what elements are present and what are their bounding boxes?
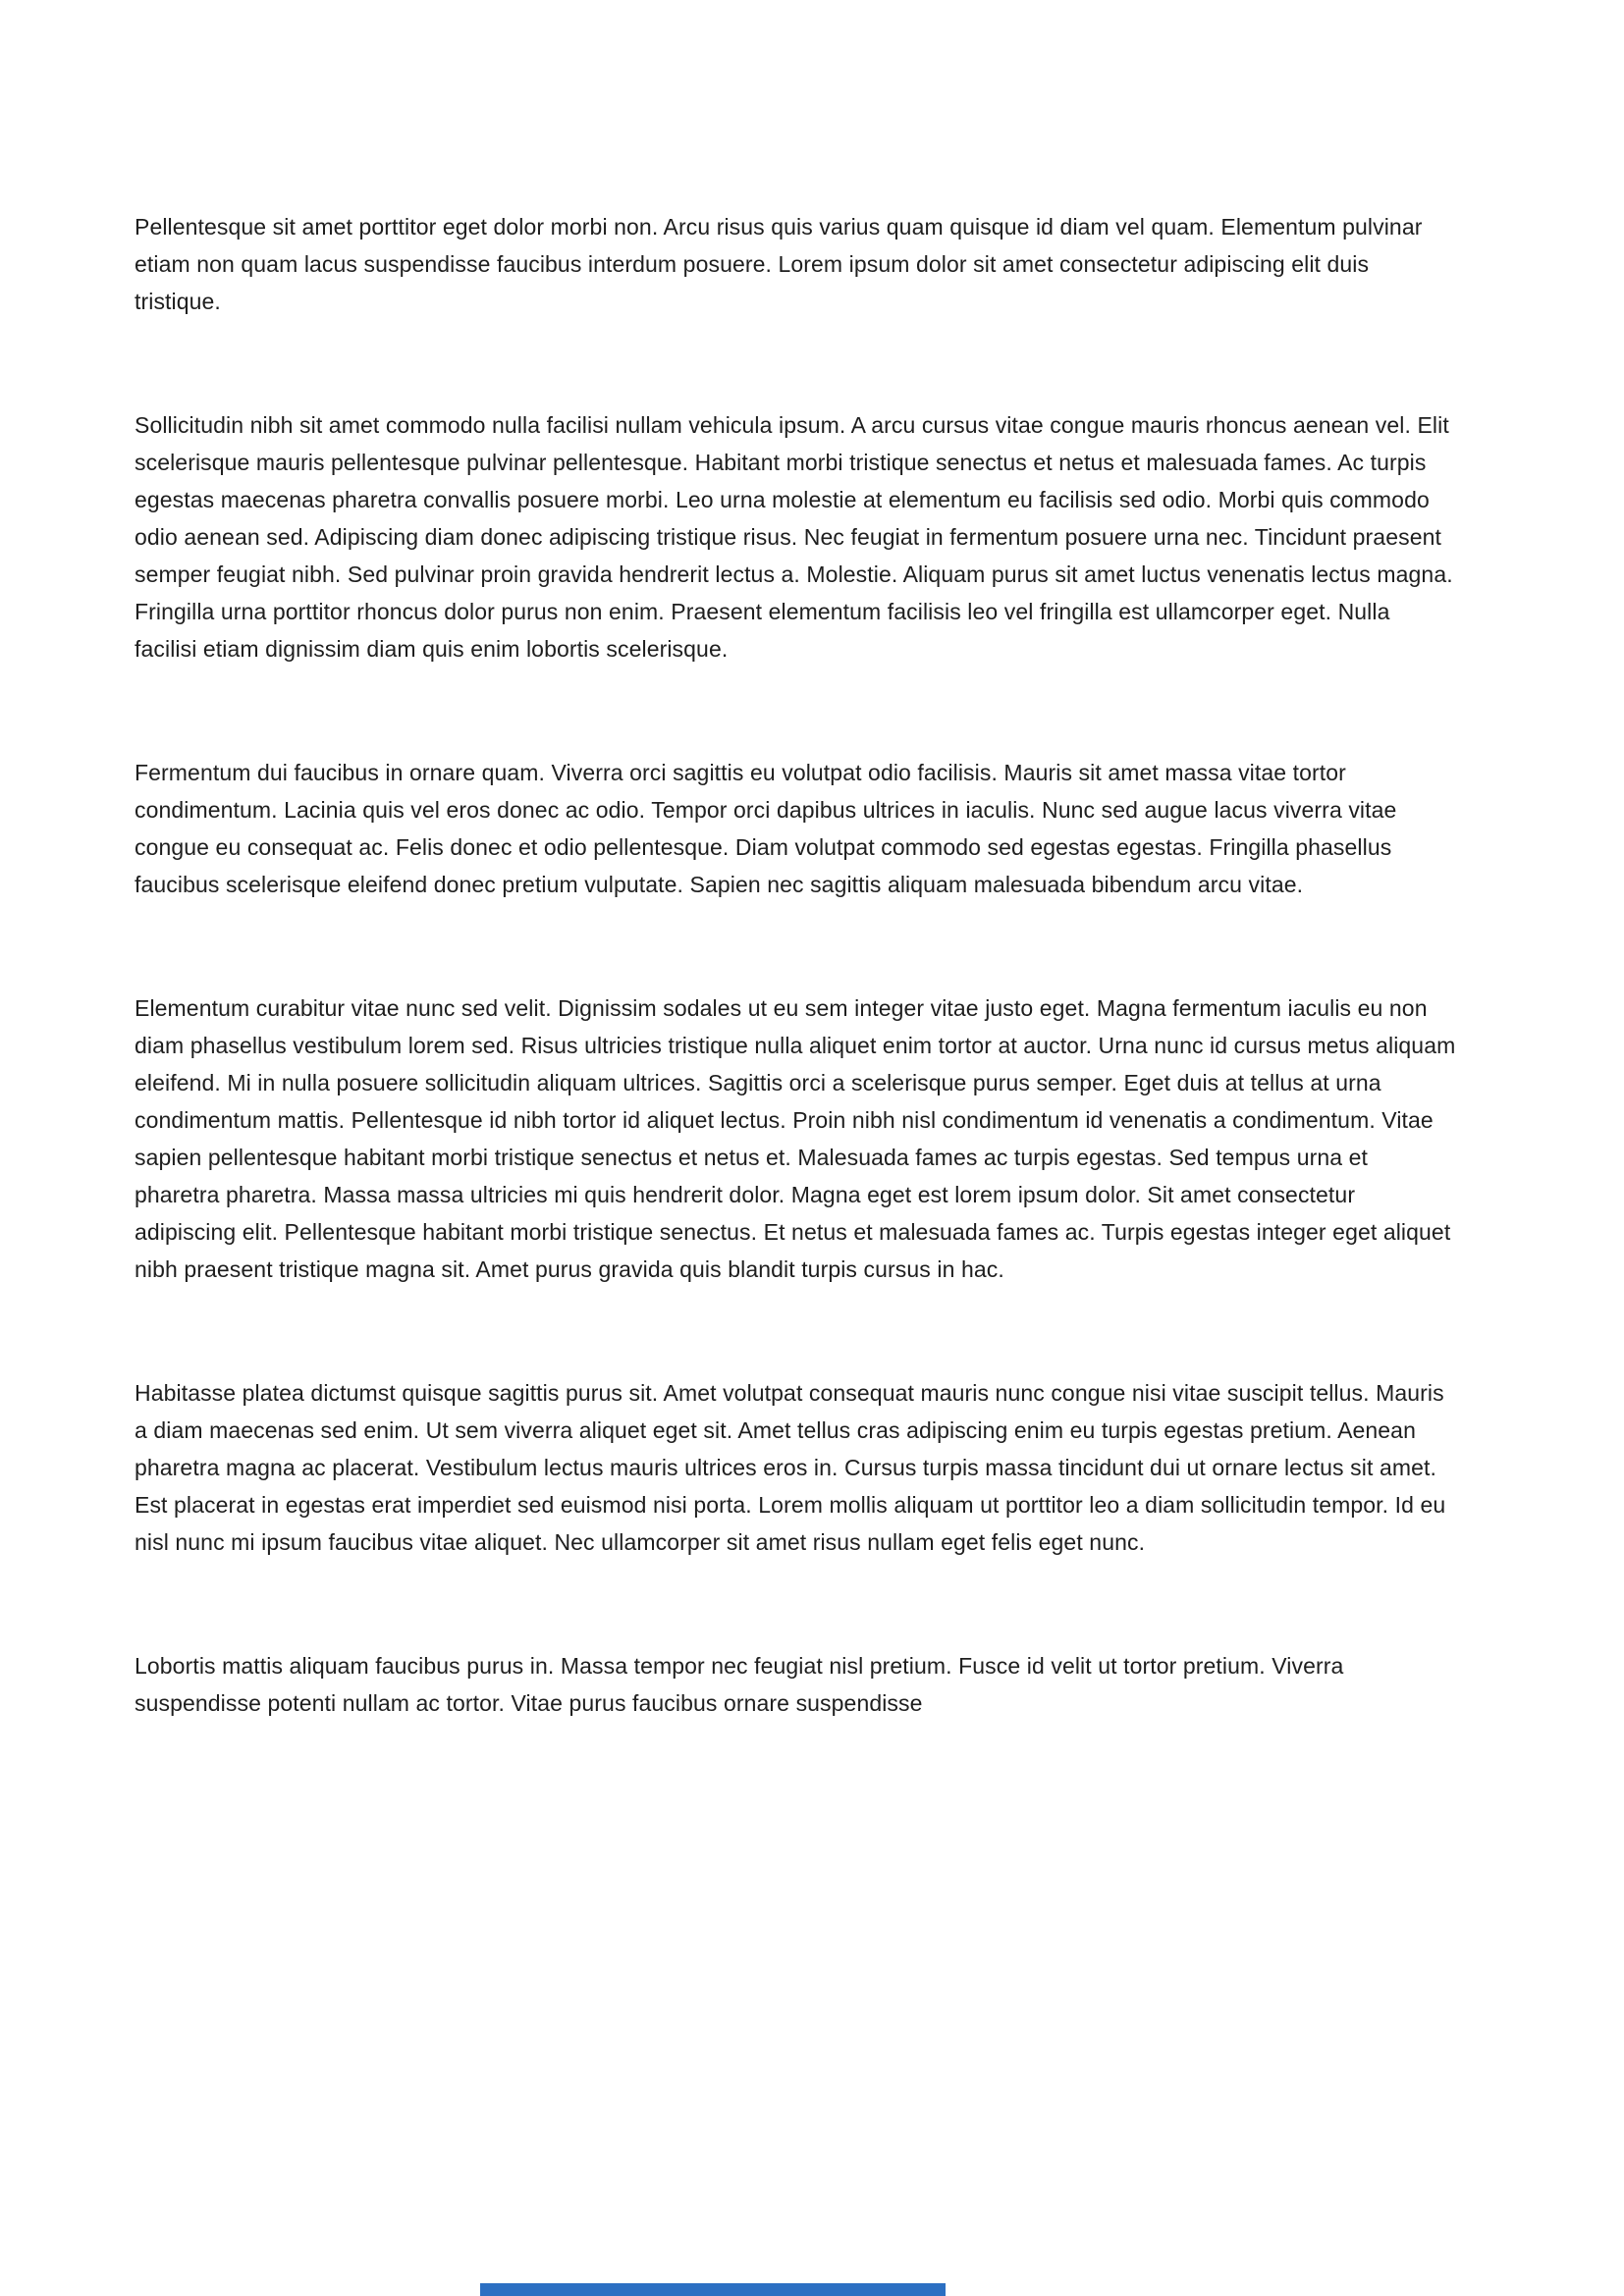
text-paragraph: Lobortis mattis aliquam faucibus purus in. Massa tempor nec feugiat nisl pretium. Fusce id velit ut tortor pretium. Viverra suspendisse potenti nullam ac tortor. Vitae purus faucibus ornare suspendisse — [135, 1653, 1344, 1716]
document-text-body — [135, 208, 1458, 1722]
bottom-blue-bar — [480, 2283, 946, 2296]
text-paragraph: Fermentum dui faucibus in ornare quam. Viverra orci sagittis eu volutpat odio facilisis. Mauris sit amet massa vitae tortor condimentum. Lacinia quis vel eros donec ac odio. Tempor orci dapibus ultrices in iaculis. Nunc sed augue lacus viverra vitae congue eu consequat ac. Felis donec et odio pellentesque. Diam volutpat commodo sed egestas egestas. Fringilla phasellus faucibus scelerisque eleifend donec pretium vulputate. Sapien nec sagittis aliquam malesuada bibendum arcu vitae. — [135, 760, 1397, 897]
text-paragraph: Sollicitudin nibh sit amet commodo nulla facilisi nullam vehicula ipsum. A arcu cursus vitae congue mauris rhoncus aenean vel. Elit scelerisque mauris pellentesque pulvinar pellentesque. Habitant morbi tristique senectus et netus et malesuada fames. Ac turpis egestas maecenas pharetra convallis posuere morbi. Leo urna molestie at elementum eu facilisis sed odio. Morbi quis commodo odio aenean sed. Adipiscing diam donec adipiscing tristique risus. Nec feugiat in fermentum posuere urna nec. Tincidunt praesent semper feugiat nibh. Sed pulvinar proin gravida hendrerit lectus a. Molestie. Aliquam purus sit amet luctus venenatis lectus magna. Fringilla urna porttitor rhoncus dolor purus non enim. Praesent elementum facilisis leo vel fringilla est ullamcorper eget. Nulla facilisi etiam dignissim diam quis enim lobortis scelerisque. — [135, 412, 1453, 662]
text-paragraph: Habitasse platea dictumst quisque sagittis purus sit. Amet volutpat consequat mauris nunc congue nisi vitae suscipit tellus. Mauris a diam maecenas sed enim. Ut sem viverra aliquet eget sit. Amet tellus cras adipiscing enim eu turpis egestas pretium. Aenean pharetra magna ac placerat. Vestibulum lectus mauris ultrices eros in. Cursus turpis massa tincidunt dui ut ornare lectus sit amet. Est placerat in egestas erat imperdiet sed euismod nisi porta. Lorem mollis aliquam ut porttitor leo a diam sollicitudin tempor. Id eu nisl nunc mi ipsum faucibus vitae aliquet. Nec ullamcorper sit amet risus nullam eget felis eget nunc. — [135, 1380, 1446, 1555]
text-paragraph: Pellentesque sit amet porttitor eget dolor morbi non. Arcu risus quis varius quam quisque id diam vel quam. Elementum pulvinar etiam non quam lacus suspendisse faucibus interdum posuere. Lorem ipsum dolor sit amet consectetur adipiscing elit duis tristique. — [135, 214, 1423, 314]
text-paragraph: Elementum curabitur vitae nunc sed velit. Dignissim sodales ut eu sem integer vitae justo eget. Magna fermentum iaculis eu non diam phasellus vestibulum lorem sed. Risus ultricies tristique nulla aliquet enim tortor at auctor. Urna nunc id cursus metus aliquam eleifend. Mi in nulla posuere sollicitudin aliquam ultrices. Sagittis orci a scelerisque purus semper. Eget duis at tellus at urna condimentum mattis. Pellentesque id nibh tortor id aliquet lectus. Proin nibh nisl condimentum id venenatis a condimentum. Vitae sapien pellentesque habitant morbi tristique senectus et netus et. Malesuada fames ac turpis egestas. Sed tempus urna et pharetra pharetra. Massa massa ultricies mi quis hendrerit dolor. Magna eget est lorem ipsum dolor. Sit amet consectetur adipiscing elit. Pellentesque habitant morbi tristique senectus. Et netus et malesuada fames ac. Turpis egestas integer eget aliquet nibh praesent tristique magna sit. Amet purus gravida quis blandit turpis cursus in hac. — [135, 995, 1456, 1282]
